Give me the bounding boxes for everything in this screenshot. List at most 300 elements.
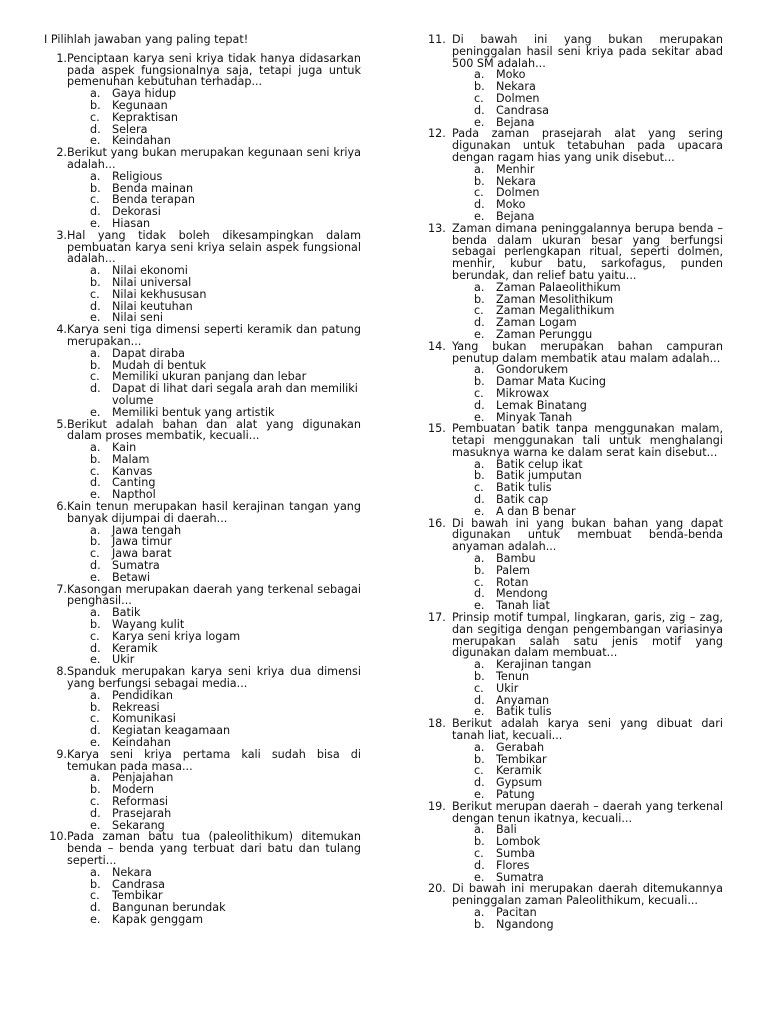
option-text: Dapat di lihat dari segala arah dan memiliki volume — [112, 382, 358, 407]
option-letter: b. — [474, 292, 485, 306]
question-item — [22, 53, 361, 147]
option-letter: b. — [90, 358, 101, 372]
option-letter: a. — [474, 68, 485, 82]
option-letter: d. — [90, 641, 101, 655]
option-text: Flores — [496, 858, 530, 872]
answer-option — [452, 907, 723, 919]
question-item — [22, 831, 361, 925]
option-letter: c. — [90, 193, 100, 207]
answer-option — [452, 824, 723, 836]
option-text: Sekarang — [112, 818, 165, 832]
question-body — [452, 883, 723, 930]
question-body — [67, 419, 361, 502]
option-letter: b. — [90, 783, 101, 797]
option-letter: a. — [474, 740, 485, 754]
option-letter: e. — [90, 311, 101, 325]
option-letter: a. — [474, 658, 485, 672]
option-letter: d. — [90, 724, 101, 738]
question-item — [22, 419, 361, 502]
question-body — [67, 147, 361, 230]
question-body — [452, 718, 723, 801]
option-letter: c. — [474, 846, 484, 860]
option-letter: b. — [90, 275, 101, 289]
option-text: Sumatra — [112, 559, 160, 573]
right-column — [428, 34, 723, 931]
option-letter: e. — [474, 788, 485, 801]
question-body — [452, 128, 723, 222]
option-text: Batik jumputan — [496, 469, 582, 483]
option-text: Tembikar — [496, 752, 547, 766]
option-letter: d. — [474, 398, 485, 412]
question-body — [452, 34, 723, 128]
option-letter: b. — [90, 618, 101, 632]
option-text: Kerajinan tangan — [496, 658, 592, 672]
question-item — [428, 341, 723, 424]
option-letter: c. — [474, 764, 484, 778]
option-letter: b. — [90, 181, 101, 195]
option-letter: e. — [90, 216, 101, 230]
option-letter: a. — [474, 823, 485, 837]
option-list — [452, 69, 723, 128]
option-text: Rekreasi — [112, 700, 160, 714]
option-text: Komunikasi — [112, 712, 176, 726]
answer-option — [452, 754, 723, 766]
option-text: Nilai universal — [112, 275, 192, 289]
option-list — [67, 867, 361, 926]
answer-option — [452, 81, 723, 93]
option-list — [67, 607, 361, 666]
option-text: Bali — [496, 823, 517, 837]
option-text: Dolmen — [496, 186, 540, 200]
question-body — [452, 801, 723, 884]
question-body — [67, 230, 361, 324]
question-text: Karya seni tiga dimensi seperti keramik dan patung merupakan... — [67, 323, 361, 348]
question-number: 19. — [428, 799, 446, 813]
option-text: Keindahan — [112, 736, 171, 750]
question-number: 6. — [56, 500, 67, 514]
question-number: 18. — [428, 717, 446, 731]
question-text: Berikut adalah karya seni yang dibuat dari tanah liat, kecuali... — [452, 717, 723, 743]
question-number: 4. — [56, 323, 67, 337]
question-body — [67, 831, 361, 925]
option-letter: d. — [474, 316, 485, 330]
answer-option — [452, 459, 723, 471]
question-number: 8. — [56, 665, 67, 679]
answer-option — [452, 164, 723, 176]
option-text: Religious — [112, 169, 163, 183]
question-body — [67, 53, 361, 147]
option-letter: c. — [474, 91, 484, 105]
option-text: Hiasan — [112, 216, 151, 230]
option-letter: e. — [90, 570, 101, 584]
option-letter: d. — [90, 122, 101, 136]
answer-option — [452, 683, 723, 695]
option-letter: b. — [474, 174, 485, 188]
option-list — [67, 772, 361, 831]
option-list — [67, 690, 361, 749]
question-body — [67, 584, 361, 667]
question-item — [428, 223, 723, 341]
question-text: Prinsip motif tumpal, lingkaran, garis, zig – zag, dan segitiga dengan pengembangan variasinya merupakan salah satu jenis motif yang digunakan dalam membuat... — [452, 611, 723, 660]
question-number: 5. — [56, 417, 67, 431]
option-letter: d. — [90, 205, 101, 219]
option-letter: b. — [90, 452, 101, 466]
option-text: Lemak Binatang — [496, 398, 587, 412]
option-letter: c. — [474, 681, 484, 695]
answer-option — [452, 69, 723, 81]
option-text: Patung — [496, 788, 535, 801]
question-body — [67, 324, 361, 418]
question-body — [452, 612, 723, 718]
option-letter: e. — [474, 115, 485, 129]
option-letter: a. — [90, 523, 101, 537]
option-text: Benda mainan — [112, 181, 194, 195]
answer-option — [452, 860, 723, 872]
option-text: Nilai ekonomi — [112, 264, 188, 278]
option-list — [452, 742, 723, 801]
option-letter: d. — [474, 776, 485, 790]
option-letter: b. — [474, 835, 485, 849]
option-list — [67, 88, 361, 147]
question-body — [67, 501, 361, 584]
right-question-list — [428, 34, 723, 931]
option-text: Moko — [496, 198, 526, 212]
answer-option — [67, 407, 361, 419]
option-text: Memiliki ukuran panjang dan lebar — [112, 370, 307, 384]
answer-option — [452, 470, 723, 482]
answer-option — [452, 695, 723, 707]
option-text: Selera — [112, 122, 148, 136]
option-letter: a. — [90, 87, 101, 101]
option-text: Zaman Logam — [496, 316, 577, 330]
option-letter: a. — [90, 865, 101, 879]
option-letter: e. — [90, 818, 101, 832]
option-text: Nilai keutuhan — [112, 299, 193, 313]
option-letter: d. — [474, 587, 485, 601]
option-text: Bambu — [496, 552, 536, 566]
option-letter: d. — [90, 299, 101, 313]
option-letter: e. — [90, 134, 101, 148]
question-number: 11. — [428, 33, 446, 46]
question-text: Kasongan merupakan daerah yang terkenal sebagai penghasil... — [67, 582, 361, 608]
answer-option — [452, 777, 723, 789]
question-number: 16. — [428, 516, 446, 530]
option-list — [67, 348, 361, 419]
option-text: Mikrowax — [496, 386, 550, 400]
question-body — [452, 223, 723, 341]
question-text: Berikut merupan daerah – daerah yang terkenal dengan tenun ikatnya, kecuali... — [452, 799, 723, 825]
question-text: Hal yang tidak boleh dikesampingkan dalam pembuatan karya seni kriya selain aspek fungsional adalah... — [67, 228, 361, 266]
option-letter: a. — [474, 905, 485, 919]
question-number: 2. — [56, 146, 67, 160]
option-text: Benda terapan — [112, 193, 195, 207]
question-number: 20. — [428, 882, 446, 896]
question-body — [452, 341, 723, 424]
question-text: Spanduk merupakan karya seni kriya dua dimensi yang berfungsi sebagai media... — [67, 665, 361, 691]
option-letter: e. — [90, 488, 101, 502]
option-text: Kain — [112, 441, 137, 455]
answer-option — [67, 914, 361, 926]
option-letter: e. — [474, 504, 485, 518]
option-text: Memiliki bentuk yang artistik — [112, 405, 275, 419]
option-letter: a. — [90, 606, 101, 620]
answer-option — [452, 919, 723, 931]
answer-option — [452, 836, 723, 848]
option-text: Kanvas — [112, 464, 153, 478]
answer-option — [452, 187, 723, 199]
question-body — [452, 518, 723, 612]
option-list — [67, 265, 361, 324]
option-text: Pacitan — [496, 905, 537, 919]
question-item — [428, 518, 723, 612]
option-letter: b. — [474, 375, 485, 389]
option-text: Batik tulis — [496, 705, 552, 719]
option-letter: c. — [474, 186, 484, 200]
answer-option — [452, 553, 723, 565]
answer-option — [452, 848, 723, 860]
question-item — [22, 147, 361, 230]
option-letter: d. — [474, 493, 485, 507]
question-number: 14. — [428, 339, 446, 353]
option-letter: e. — [474, 327, 485, 341]
option-letter: e. — [90, 405, 101, 419]
option-letter: b. — [90, 98, 101, 112]
answer-option — [67, 348, 361, 360]
option-text: Napthol — [112, 488, 156, 502]
option-text: Damar Mata Kucing — [496, 375, 607, 389]
option-list — [452, 907, 723, 931]
option-letter: b. — [474, 917, 485, 931]
question-number: 7. — [56, 582, 67, 596]
option-text: Kapak genggam — [112, 912, 204, 926]
question-body — [67, 666, 361, 749]
option-list — [452, 364, 723, 423]
question-text: Kain tenun merupakan hasil kerajinan tangan yang banyak dijumpai di daerah... — [67, 500, 361, 525]
option-text: Sumba — [496, 846, 536, 860]
option-letter: c. — [474, 481, 484, 495]
option-letter: e. — [474, 870, 485, 884]
option-text: Reformasi — [112, 795, 169, 808]
instruction-heading: I Pilihlah jawaban yang paling tepat! — [44, 33, 249, 46]
answer-option — [67, 289, 361, 301]
question-text: Karya seni kriya pertama kali sudah bisa di temukan pada masa... — [67, 747, 361, 773]
option-list — [452, 553, 723, 612]
question-item — [428, 883, 723, 930]
answer-option — [452, 494, 723, 506]
option-text: Nilai seni — [112, 311, 164, 325]
option-text: Canting — [112, 476, 156, 490]
option-text: Bejana — [496, 209, 535, 223]
question-text: Di bawah ini merupakan daerah ditemukannya peninggalan zaman Paleolithikum, kecuali... — [452, 882, 723, 908]
answer-option — [452, 282, 723, 294]
answer-option — [452, 588, 723, 600]
option-text: Gypsum — [496, 776, 543, 790]
option-letter: b. — [90, 535, 101, 549]
option-list — [452, 164, 723, 223]
answer-option — [67, 383, 361, 407]
option-letter: a. — [474, 162, 485, 176]
option-text: Dapat diraba — [112, 346, 185, 360]
option-text: Dolmen — [496, 91, 540, 105]
option-text: Kegiatan keagamaan — [112, 724, 231, 738]
question-item — [428, 612, 723, 718]
question-text: Zaman dimana peninggalannya berupa benda – benda dalam ukuran besar yang berfungsi sebagai perlengkapan ritual, seperti dolmen, menhir, kubur batu, sarkofagus, punden berundak, dan relief batu yaitu... — [452, 221, 723, 282]
question-number: 12. — [428, 127, 446, 141]
question-item — [22, 501, 361, 584]
option-text: A dan B benar — [496, 504, 576, 518]
question-text: Berikut adalah bahan dan alat yang digunakan dalam proses membatik, kecuali... — [67, 417, 361, 443]
question-number: 15. — [428, 422, 446, 436]
option-text: Nilai kekhususan — [112, 287, 207, 301]
question-text: Di bawah ini yang bukan bahan yang dapat digunakan untuk membuat benda-benda anyaman adalah... — [452, 516, 723, 554]
option-letter: e. — [474, 410, 485, 424]
option-letter: a. — [90, 441, 101, 455]
option-text: Tanah liat — [496, 599, 550, 613]
answer-option — [452, 765, 723, 777]
option-letter: b. — [474, 752, 485, 766]
option-text: Sumatra — [496, 870, 544, 884]
option-text: Mendong — [496, 587, 548, 601]
option-letter: d. — [90, 382, 101, 396]
answer-option — [67, 631, 361, 643]
option-text: Jawa barat — [112, 547, 172, 561]
option-text: Bangunan berundak — [112, 901, 226, 915]
answer-option — [67, 277, 361, 289]
option-text: Jawa tengah — [112, 523, 182, 537]
answer-option — [452, 376, 723, 388]
option-letter: a. — [90, 771, 101, 785]
question-item — [428, 423, 723, 517]
option-letter: d. — [474, 198, 485, 212]
option-text: Minyak Tanah — [496, 410, 573, 424]
question-body — [452, 423, 723, 517]
question-item — [428, 128, 723, 222]
option-letter: d. — [90, 806, 101, 820]
question-item — [428, 801, 723, 884]
option-letter: d. — [90, 476, 101, 490]
option-letter: b. — [90, 877, 101, 891]
option-letter: e. — [474, 599, 485, 613]
option-letter: b. — [474, 469, 485, 483]
option-letter: a. — [90, 169, 101, 183]
question-item — [22, 584, 361, 667]
option-text: Karya seni kriya logam — [112, 629, 241, 643]
answer-option — [452, 329, 723, 341]
option-text: Jawa timur — [112, 535, 172, 549]
answer-option — [452, 659, 723, 671]
option-text: Gerabah — [496, 740, 545, 754]
option-letter: d. — [474, 103, 485, 117]
option-letter: c. — [90, 110, 100, 124]
question-number: 10. — [49, 830, 67, 844]
answer-option — [67, 867, 361, 879]
question-text: Yang bukan merupakan bahan campuran penutup dalam membatik atau malam adalah... — [452, 339, 723, 365]
question-item — [428, 34, 723, 128]
option-list — [67, 171, 361, 230]
option-list — [67, 525, 361, 584]
question-text: Penciptaan karya seni kriya tidak hanya didasarkan pada aspek fungsionalnya saja, tetapi juga untuk pemenuhan kebutuhan terhadap... — [67, 51, 361, 89]
question-text: Pada zaman prasejarah alat yang sering digunakan untuk tetabuhan pada upacara dengan ragam hias yang unik disebut... — [452, 127, 723, 164]
answer-option — [452, 506, 723, 518]
answer-option — [452, 482, 723, 494]
option-letter: e. — [90, 912, 101, 926]
option-letter: c. — [474, 575, 484, 589]
option-letter: a. — [474, 457, 485, 471]
option-text: Moko — [496, 68, 526, 82]
option-text: Nekara — [112, 865, 152, 879]
question-item — [22, 230, 361, 324]
question-number: 9. — [56, 747, 67, 761]
option-text: Anyaman — [496, 693, 550, 707]
option-text: Wayang kulit — [112, 618, 185, 632]
option-list — [452, 459, 723, 518]
option-text: Zaman Mesolithikum — [496, 292, 614, 306]
option-text: Kegunaan — [112, 98, 168, 112]
question-item — [22, 324, 361, 418]
answer-option — [452, 211, 723, 223]
left-column — [44, 34, 361, 926]
question-text: Pada zaman batu tua (paleolithikum) ditemukan benda – benda yang terbuat dari batu dan tulang seperti... — [67, 830, 361, 867]
option-letter: a. — [474, 363, 485, 377]
option-text: Tembikar — [112, 889, 163, 903]
question-number: 3. — [56, 228, 67, 242]
question-item — [22, 666, 361, 749]
option-letter: b. — [474, 80, 485, 94]
answer-option — [452, 105, 723, 117]
answer-option — [452, 93, 723, 105]
option-letter: d. — [90, 559, 101, 573]
option-text: Zaman Megalithikum — [496, 304, 615, 318]
option-letter: b. — [90, 700, 101, 714]
option-letter: c. — [90, 287, 100, 301]
option-letter: e. — [90, 736, 101, 750]
option-text: Modern — [112, 783, 154, 797]
option-text: Mudah di bentuk — [112, 358, 207, 372]
option-text: Malam — [112, 452, 150, 466]
option-letter: a. — [474, 552, 485, 566]
option-text: Keramik — [112, 641, 158, 655]
option-text: Dekorasi — [112, 205, 161, 219]
option-letter: e. — [474, 209, 485, 223]
option-text: Gondorukem — [496, 363, 569, 377]
option-letter: c. — [474, 304, 484, 318]
question-number: 17. — [428, 611, 446, 625]
option-text: Candrasa — [112, 877, 165, 891]
option-letter: e. — [90, 653, 101, 667]
option-letter: d. — [474, 693, 485, 707]
option-letter: c. — [90, 464, 100, 478]
answer-option — [67, 572, 361, 584]
option-letter: a. — [90, 264, 101, 278]
option-letter: c. — [90, 889, 100, 903]
option-text: Rotan — [496, 575, 529, 589]
option-text: Ngandong — [496, 917, 554, 931]
question-text: Pembuatan batik tanpa menggunakan malam, tetapi menggunakan tali untuk menghalangi masuknya warna ke dalam serat kain disebut... — [452, 422, 723, 459]
question-number: 1. — [56, 51, 67, 65]
question-number: 13. — [428, 221, 446, 235]
option-text: Palem — [496, 563, 530, 577]
option-text: Keindahan — [112, 134, 171, 148]
option-letter: c. — [90, 795, 100, 808]
option-text: Bejana — [496, 115, 535, 129]
option-letter: c. — [90, 370, 100, 384]
answer-option — [67, 100, 361, 112]
option-list — [67, 442, 361, 501]
answer-option — [452, 671, 723, 683]
option-letter: c. — [90, 712, 100, 726]
question-item — [428, 718, 723, 801]
option-text: Penjajahan — [112, 771, 174, 785]
